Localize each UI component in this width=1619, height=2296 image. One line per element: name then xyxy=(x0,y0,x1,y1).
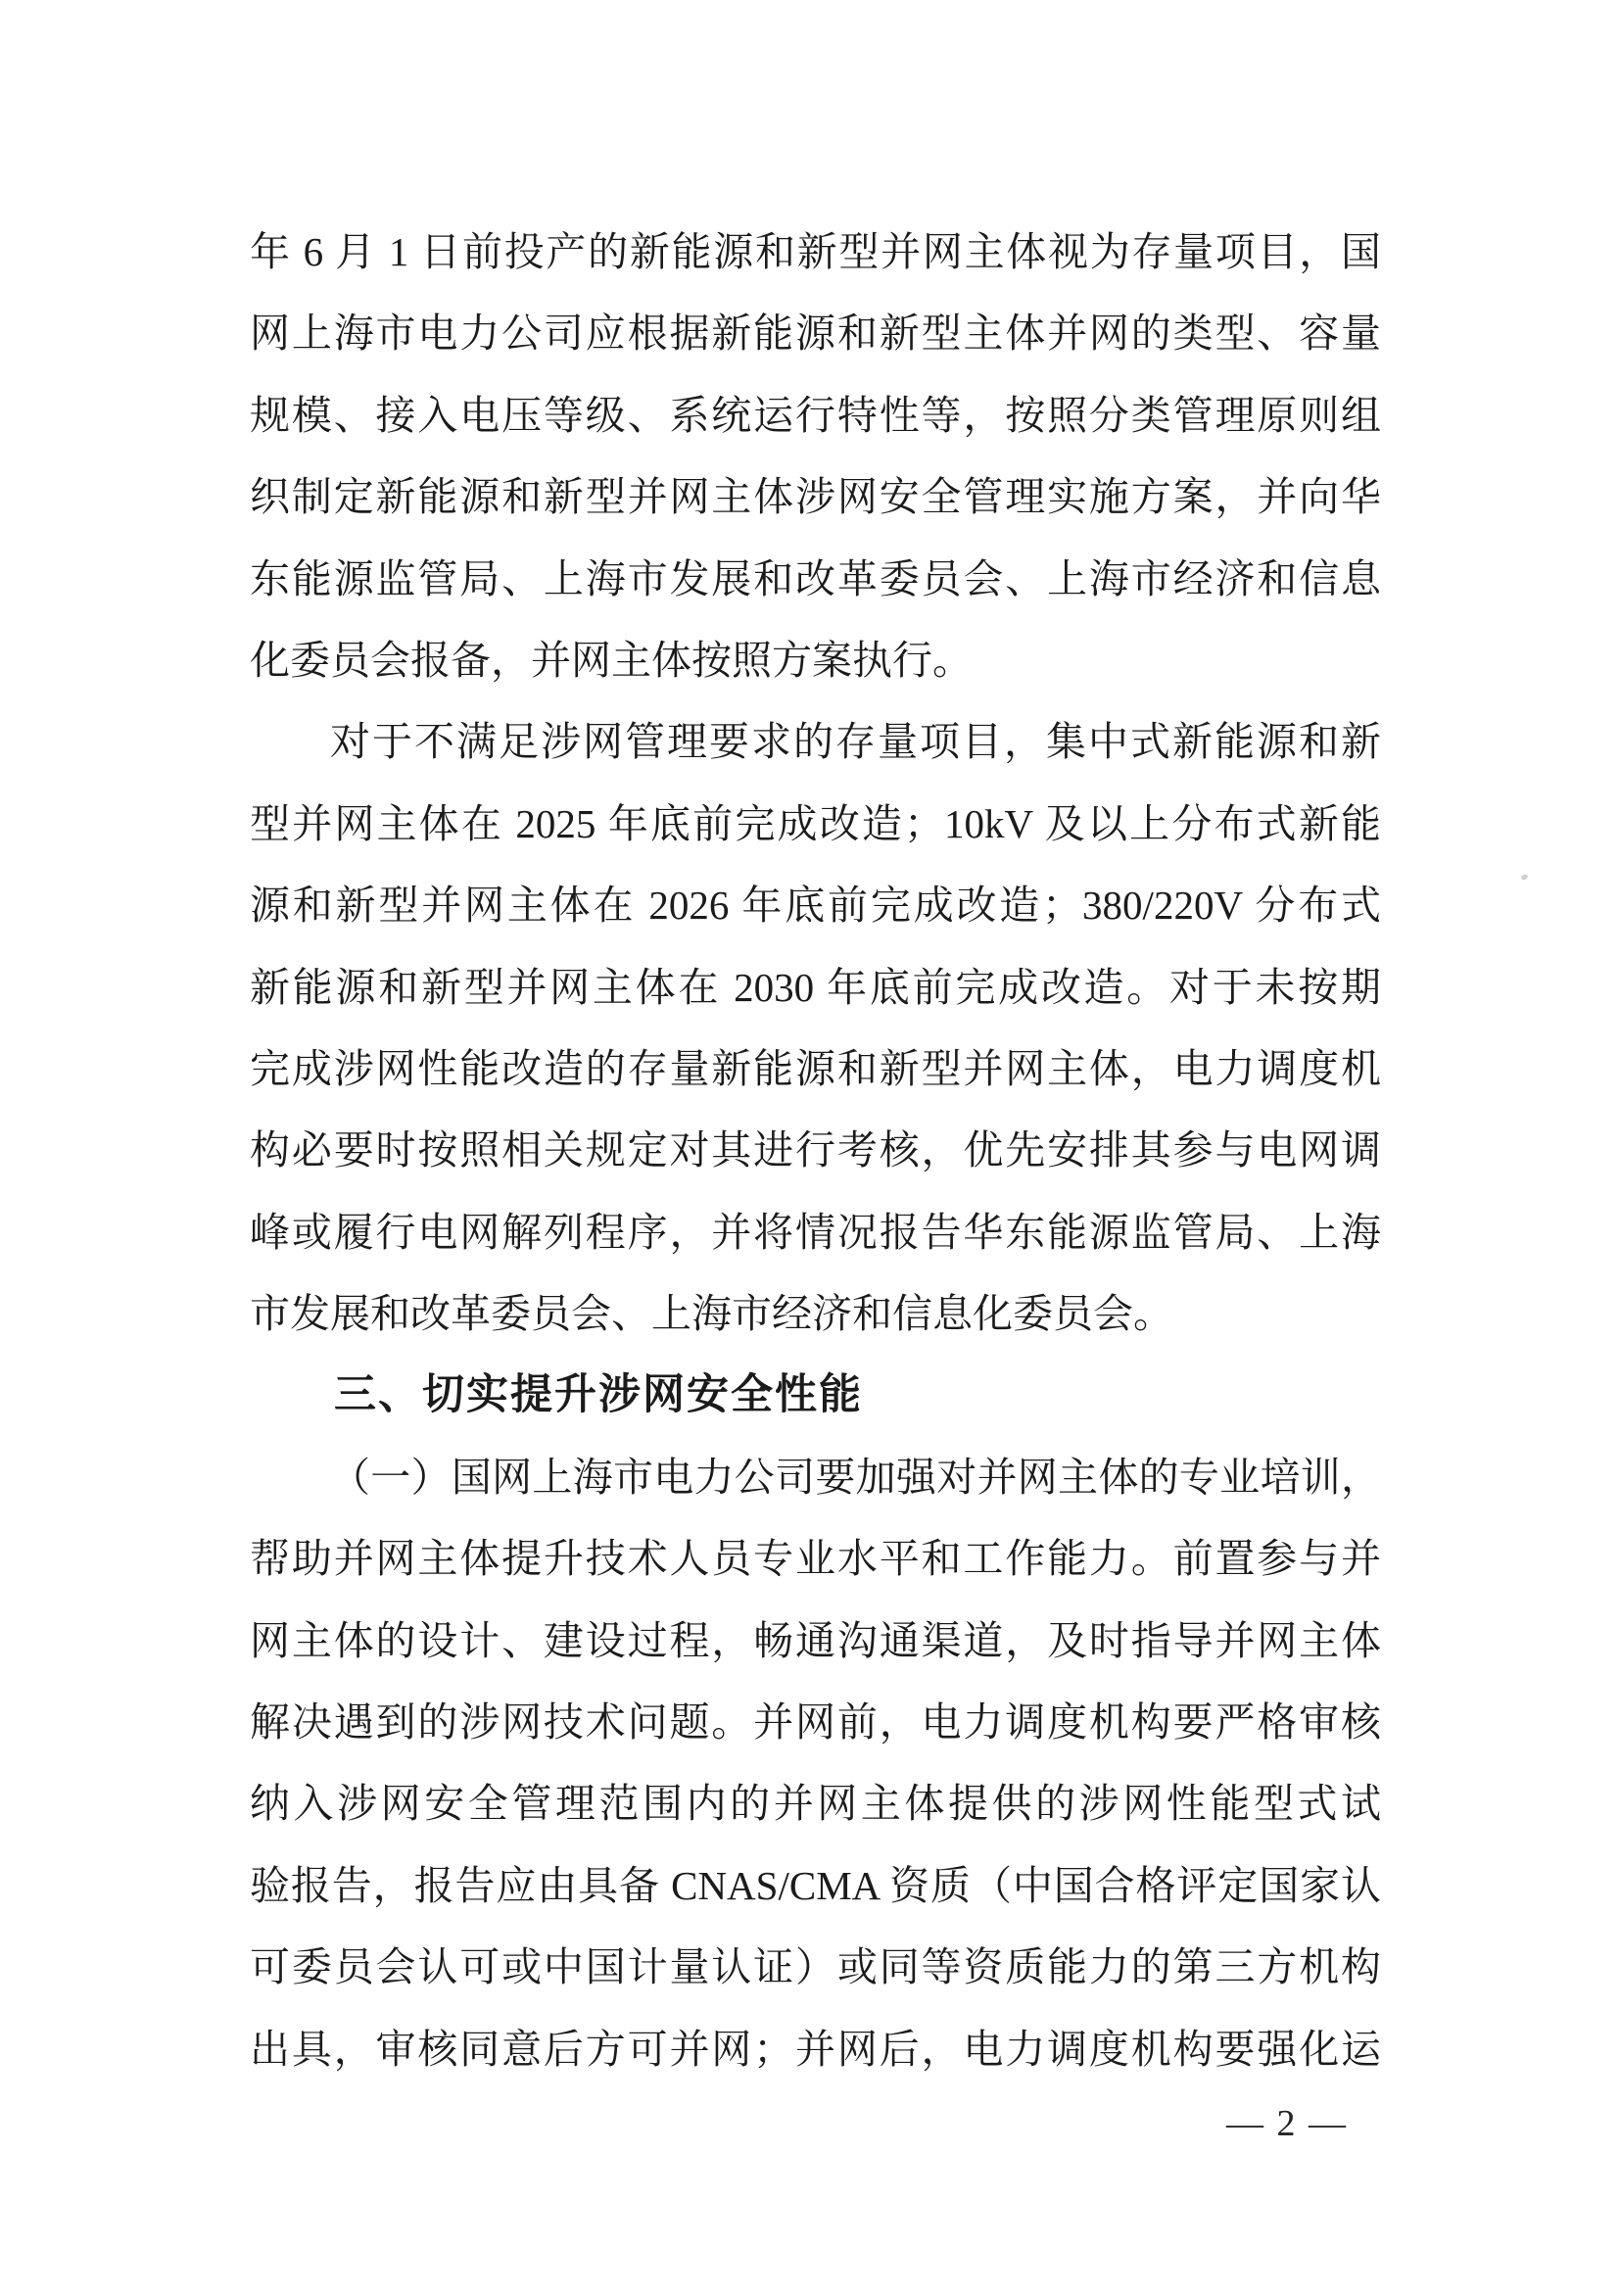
document-line: 验报告，报告应由具备 CNAS/CMA 资质（中国合格评定国家认 xyxy=(250,1862,1381,1908)
text-block xyxy=(250,212,1381,2090)
document-line: 网主体的设计、建设过程，畅通沟通渠道，及时指导并网主体 xyxy=(250,1617,1381,1663)
page-number: — 2 — xyxy=(1226,2103,1348,2144)
document-line: 化委员会报备，并网主体按照方案执行。 xyxy=(250,637,973,683)
document-line: 峰或履行电网解列程序，并将情况报告华东能源监管局、上海 xyxy=(250,1209,1381,1255)
document-line: 源和新型并网主体在 2026 年底前完成改造；380/220V 分布式 xyxy=(250,883,1381,929)
document-line: 构必要时按照相关规定对其进行考核，优先安排其参与电网调 xyxy=(250,1127,1381,1173)
document-line: 新能源和新型并网主体在 2030 年底前完成改造。对于未按期 xyxy=(250,964,1381,1010)
document-line: 纳入涉网安全管理范围内的并网主体提供的涉网性能型式试 xyxy=(250,1781,1381,1827)
document-line: 规模、接入电压等级、系统运行特性等，按照分类管理原则组 xyxy=(250,392,1381,438)
document-line: 型并网主体在 2025 年底前完成改造；10kV 及以上分布式新能 xyxy=(250,800,1381,846)
document-line: 出具，审核同意后方可并网；并网后，电力调度机构要强化运 xyxy=(250,2026,1381,2072)
document-line: 织制定新能源和新型并网主体涉网安全管理实施方案，并向华 xyxy=(250,474,1381,520)
section-heading: 三、切实提升涉网安全性能 xyxy=(334,1372,863,1419)
document-line: 网上海市电力公司应根据新能源和新型主体并网的类型、容量 xyxy=(250,311,1381,357)
document-line: 东能源监管局、上海市发展和改革委员会、上海市经济和信息 xyxy=(250,555,1381,601)
document-line: 市发展和改革委员会、上海市经济和信息化委员会。 xyxy=(250,1291,1173,1337)
scan-artifact-dot xyxy=(1520,874,1528,881)
document-line: 完成涉网性能改造的存量新能源和新型并网主体，电力调度机 xyxy=(250,1045,1381,1091)
document-line: 可委员会认可或中国计量认证）或同等资质能力的第三方机构 xyxy=(250,1944,1381,1990)
document-line: 帮助并网主体提升技术人员专业水平和工作能力。前置参与并 xyxy=(250,1536,1381,1582)
document-line: 对于不满足涉网管理要求的存量项目，集中式新能源和新 xyxy=(330,719,1381,765)
document-line: 解决遇到的涉网技术问题。并网前，电力调度机构要严格审核 xyxy=(250,1699,1381,1746)
document-line: 年 6 月 1 日前投产的新能源和新型并网主体视为存量项目，国 xyxy=(250,229,1381,274)
document-line: （一）国网上海市电力公司要加强对并网主体的专业培训， xyxy=(330,1454,1381,1500)
